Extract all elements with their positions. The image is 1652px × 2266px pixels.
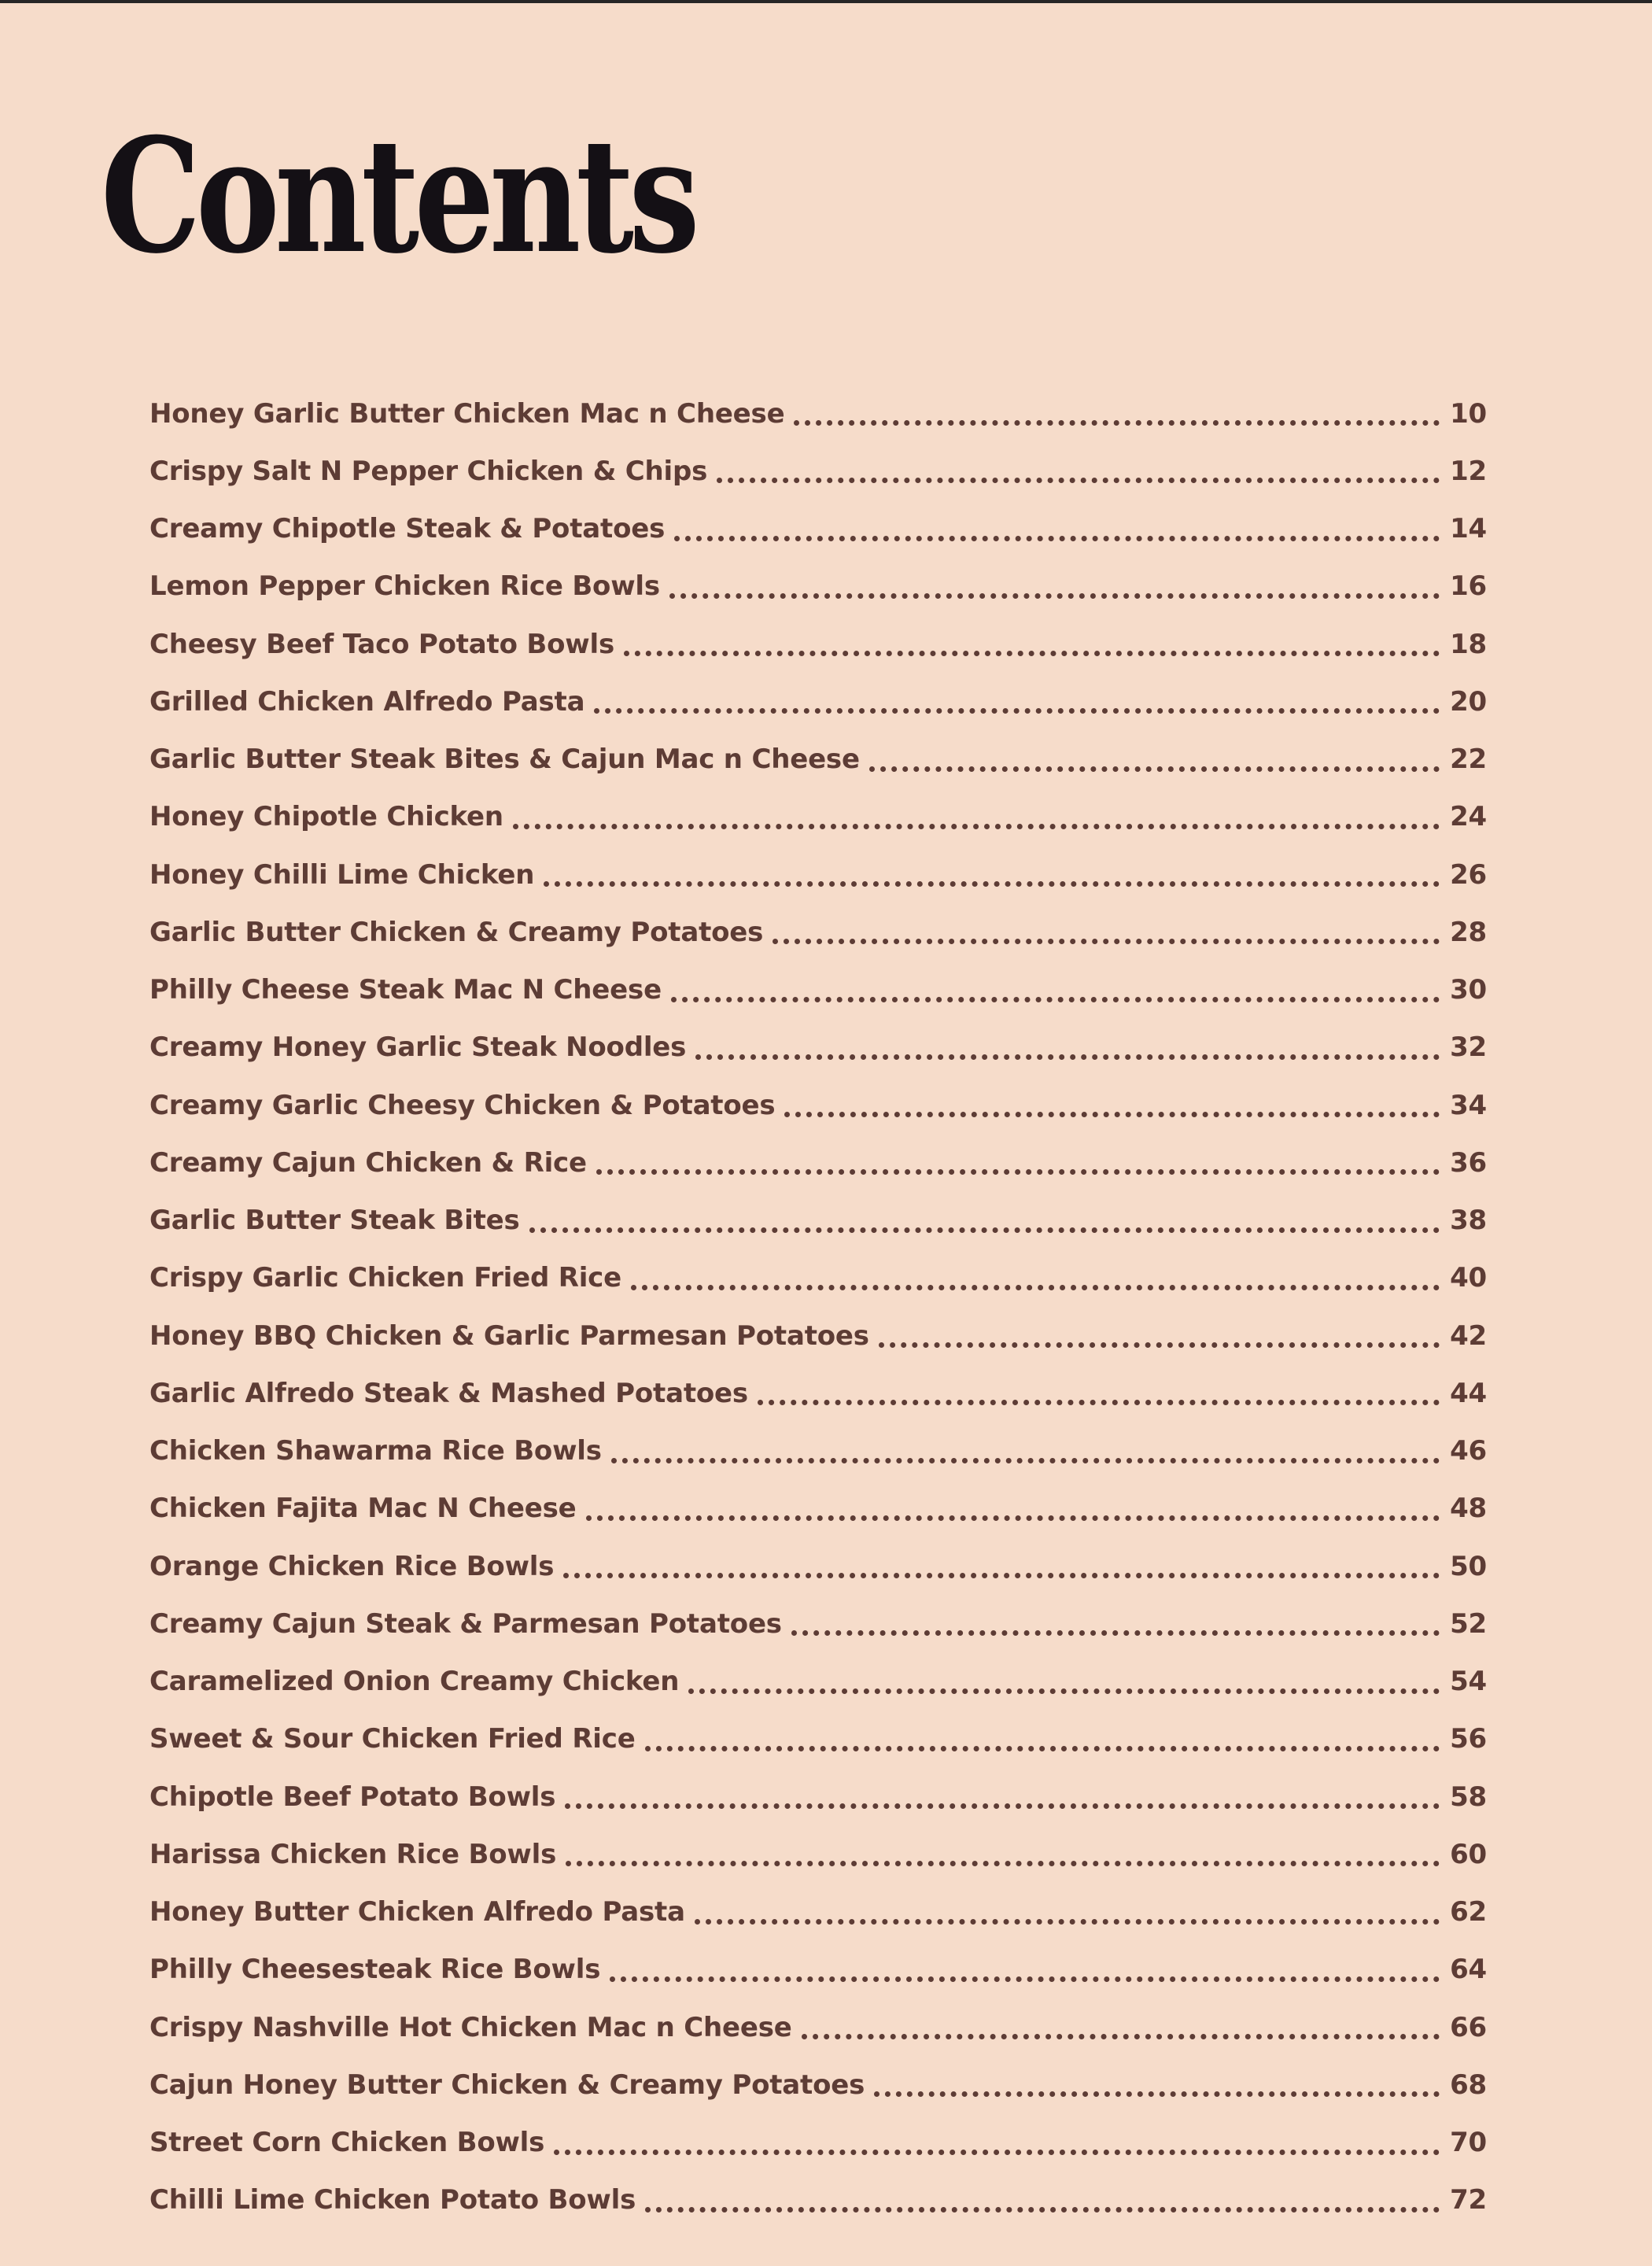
dot-leader — [645, 2207, 1440, 2212]
toc-entry-title: Garlic Butter Steak Bites & Cajun Mac n Cheese — [149, 744, 860, 776]
toc-entry-page-number: 56 — [1450, 1723, 1487, 1755]
toc-entry-title: Street Corn Chicken Bowls — [149, 2127, 545, 2159]
dot-leader — [610, 1976, 1440, 1982]
dot-leader — [879, 1342, 1440, 1348]
toc-entry[interactable] — [149, 1307, 1487, 1364]
page-title: Contents — [101, 104, 695, 289]
toc-entry-title: Grilled Chicken Alfredo Pasta — [149, 685, 585, 718]
toc-entry-title: Philly Cheese Steak Mac N Cheese — [149, 974, 662, 1006]
toc-entry-title: Orange Chicken Rice Bowls — [149, 1550, 555, 1582]
toc-entry-title: Chilli Lime Chicken Potato Bowls — [149, 2184, 636, 2216]
toc-entry[interactable] — [149, 615, 1487, 673]
toc-entry-page-number: 12 — [1450, 455, 1487, 487]
toc-entry-page-number: 50 — [1450, 1550, 1487, 1582]
dot-leader — [513, 824, 1440, 829]
dot-leader — [563, 1573, 1440, 1578]
toc-entry[interactable] — [149, 2056, 1487, 2113]
toc-list — [149, 385, 1487, 2229]
toc-entry[interactable] — [149, 500, 1487, 558]
dot-leader — [645, 1746, 1440, 1751]
toc-entry-title: Honey Chipotle Chicken — [149, 801, 503, 833]
dot-leader — [869, 766, 1440, 772]
dot-leader — [565, 1803, 1440, 1809]
dot-leader — [586, 1515, 1440, 1521]
toc-entry-title: Cheesy Beef Taco Potato Bowls — [149, 628, 614, 660]
toc-entry-page-number: 60 — [1450, 1838, 1487, 1870]
toc-entry-title: Garlic Butter Chicken & Creamy Potatoes — [149, 916, 764, 948]
toc-entry-page-number: 48 — [1450, 1493, 1487, 1525]
toc-entry[interactable] — [149, 1537, 1487, 1595]
toc-entry[interactable] — [149, 558, 1487, 615]
dot-leader — [631, 1285, 1440, 1290]
toc-entry-title: Garlic Alfredo Steak & Mashed Potatoes — [149, 1377, 748, 1409]
toc-entry-title: Honey BBQ Chicken & Garlic Parmesan Potatoes — [149, 1319, 869, 1352]
dot-leader — [695, 1919, 1440, 1925]
toc-entry-title: Caramelized Onion Creamy Chicken — [149, 1666, 680, 1698]
toc-entry-title: Lemon Pepper Chicken Rice Bowls — [149, 570, 660, 603]
toc-entry[interactable] — [149, 846, 1487, 903]
toc-entry-title: Chipotle Beef Potato Bowls — [149, 1781, 556, 1813]
toc-entry-title: Crispy Garlic Chicken Fried Rice — [149, 1262, 621, 1294]
toc-entry[interactable] — [149, 903, 1487, 961]
dot-leader — [717, 478, 1440, 483]
toc-entry-title: Honey Garlic Butter Chicken Mac n Cheese — [149, 397, 785, 430]
toc-entry-page-number: 16 — [1450, 570, 1487, 603]
toc-entry-page-number: 44 — [1450, 1377, 1487, 1409]
toc-entry-title: Chicken Shawarma Rice Bowls — [149, 1435, 602, 1467]
toc-entry-title: Harissa Chicken Rice Bowls — [149, 1838, 557, 1870]
toc-entry[interactable] — [149, 1941, 1487, 1998]
dot-leader — [669, 593, 1440, 599]
toc-entry-page-number: 46 — [1450, 1435, 1487, 1467]
dot-leader — [773, 939, 1440, 944]
dot-leader — [791, 1630, 1440, 1636]
toc-entry[interactable] — [149, 961, 1487, 1019]
toc-entry[interactable] — [149, 1768, 1487, 1825]
toc-entry-page-number: 62 — [1450, 1896, 1487, 1928]
dot-leader — [596, 1169, 1440, 1175]
toc-entry-page-number: 54 — [1450, 1666, 1487, 1698]
toc-entry-title: Creamy Honey Garlic Steak Noodles — [149, 1032, 687, 1064]
toc-entry[interactable] — [149, 2114, 1487, 2172]
toc-entry[interactable] — [149, 1249, 1487, 1307]
toc-entry-title: Honey Butter Chicken Alfredo Pasta — [149, 1896, 685, 1928]
toc-entry-page-number: 40 — [1450, 1262, 1487, 1294]
toc-entry[interactable] — [149, 1192, 1487, 1249]
toc-entry-page-number: 52 — [1450, 1607, 1487, 1640]
toc-entry[interactable] — [149, 1364, 1487, 1422]
window-top-edge — [0, 0, 1652, 3]
toc-entry-page-number: 20 — [1450, 685, 1487, 718]
dot-leader — [758, 1400, 1440, 1405]
toc-entry-page-number: 32 — [1450, 1032, 1487, 1064]
dot-leader — [794, 420, 1440, 426]
toc-entry[interactable] — [149, 1134, 1487, 1191]
toc-entry-title: Creamy Garlic Cheesy Chicken & Potatoes — [149, 1089, 776, 1121]
dot-leader — [529, 1227, 1440, 1233]
toc-entry-page-number: 68 — [1450, 2069, 1487, 2101]
dot-leader — [674, 536, 1440, 541]
toc-entry[interactable] — [149, 1884, 1487, 1941]
toc-entry-title: Cajun Honey Butter Chicken & Creamy Potatoes — [149, 2069, 865, 2101]
toc-entry[interactable] — [149, 2172, 1487, 2229]
toc-entry[interactable] — [149, 788, 1487, 846]
toc-entry[interactable] — [149, 1019, 1487, 1076]
toc-entry[interactable] — [149, 1595, 1487, 1652]
dot-leader — [802, 2034, 1440, 2039]
toc-entry-page-number: 36 — [1450, 1146, 1487, 1179]
toc-entry-title: Creamy Cajun Chicken & Rice — [149, 1146, 587, 1179]
dot-leader — [671, 997, 1440, 1002]
toc-entry-page-number: 66 — [1450, 2011, 1487, 2043]
toc-entry-page-number: 24 — [1450, 801, 1487, 833]
toc-entry-title: Creamy Cajun Steak & Parmesan Potatoes — [149, 1607, 782, 1640]
toc-entry[interactable] — [149, 731, 1487, 788]
toc-entry-title: Crispy Salt N Pepper Chicken & Chips — [149, 455, 708, 487]
toc-entry-page-number: 42 — [1450, 1319, 1487, 1352]
toc-entry-page-number: 22 — [1450, 744, 1487, 776]
toc-entry-page-number: 30 — [1450, 974, 1487, 1006]
toc-entry-page-number: 18 — [1450, 628, 1487, 660]
toc-entry[interactable] — [149, 1998, 1487, 2056]
dot-leader — [594, 708, 1440, 714]
toc-entry[interactable] — [149, 442, 1487, 500]
dot-leader — [784, 1112, 1440, 1117]
toc-entry[interactable] — [149, 673, 1487, 730]
toc-entry-title: Honey Chilli Lime Chicken — [149, 858, 535, 891]
dot-leader — [566, 1861, 1440, 1866]
dot-leader — [544, 881, 1440, 887]
toc-entry[interactable] — [149, 1653, 1487, 1711]
toc-entry-page-number: 10 — [1450, 397, 1487, 430]
toc-entry-page-number: 38 — [1450, 1205, 1487, 1237]
toc-entry[interactable] — [149, 1825, 1487, 1883]
toc-entry[interactable] — [149, 1480, 1487, 1537]
toc-entry-page-number: 14 — [1450, 513, 1487, 545]
toc-entry[interactable] — [149, 1711, 1487, 1768]
toc-entry-page-number: 70 — [1450, 2127, 1487, 2159]
toc-entry[interactable] — [149, 1423, 1487, 1480]
toc-entry-title: Creamy Chipotle Steak & Potatoes — [149, 513, 666, 545]
toc-entry-page-number: 34 — [1450, 1089, 1487, 1121]
dot-leader — [611, 1458, 1440, 1463]
toc-entry-page-number: 26 — [1450, 858, 1487, 891]
toc-entry-title: Garlic Butter Steak Bites — [149, 1205, 520, 1237]
toc-entry[interactable] — [149, 1076, 1487, 1134]
toc-entry-title: Chicken Fajita Mac N Cheese — [149, 1493, 577, 1525]
toc-entry-title: Sweet & Sour Chicken Fried Rice — [149, 1723, 636, 1755]
dot-leader — [624, 651, 1440, 656]
toc-entry-page-number: 64 — [1450, 1954, 1487, 1986]
toc-entry-title: Crispy Nashville Hot Chicken Mac n Cheese — [149, 2011, 792, 2043]
toc-entry-page-number: 72 — [1450, 2184, 1487, 2216]
toc-entry-title: Philly Cheesesteak Rice Bowls — [149, 1954, 601, 1986]
toc-entry-page-number: 28 — [1450, 916, 1487, 948]
toc-entry-page-number: 58 — [1450, 1781, 1487, 1813]
dot-leader — [554, 2150, 1440, 2155]
toc-entry[interactable] — [149, 385, 1487, 442]
dot-leader — [874, 2091, 1440, 2097]
dot-leader — [688, 1688, 1440, 1694]
dot-leader — [695, 1054, 1440, 1060]
